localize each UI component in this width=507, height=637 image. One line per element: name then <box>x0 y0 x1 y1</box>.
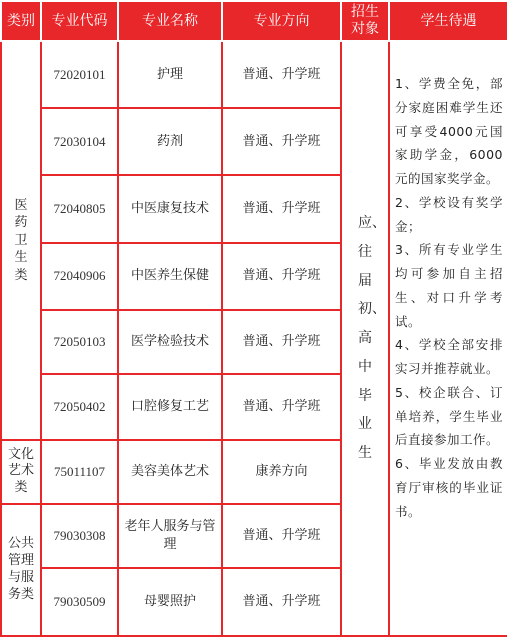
direction-cell: 普通、升学班 <box>222 108 341 175</box>
category-label: 文化艺术类 <box>7 446 34 496</box>
direction-cell: 普通、升学班 <box>222 41 341 108</box>
direction-cell: 普通、升学班 <box>222 504 341 568</box>
name-cell: 美容美体艺术 <box>118 440 222 503</box>
code-cell: 72040805 <box>41 175 118 242</box>
name-cell: 母婴照护 <box>118 568 222 636</box>
category-label: 医药卫生类 <box>14 197 28 283</box>
category-cell <box>1 504 41 637</box>
direction-cell: 普通、升学班 <box>222 568 341 636</box>
header-target-label: 招生对象 <box>350 4 379 37</box>
code-cell: 79030509 <box>41 568 118 636</box>
direction-cell: 康养方向 <box>222 440 341 503</box>
code-cell: 72050402 <box>41 374 118 440</box>
name-cell <box>118 504 222 568</box>
direction-cell: 普通、升学班 <box>222 175 341 242</box>
name-cell: 中医养生保健 <box>118 243 222 310</box>
benefit-item: 3、所有专业学生均可参加自主招生、对口升学考试。 <box>395 242 503 329</box>
direction-cell: 普通、升学班 <box>222 310 341 374</box>
header-benefits: 学生待遇 <box>389 1 507 41</box>
benefit-item: 4、学校全部安排实习并推荐就业。 <box>395 337 503 376</box>
target-label: 应、往届初、高中毕业生 <box>358 215 386 461</box>
code-cell: 72040906 <box>41 243 118 310</box>
category-label: 公共管理与服务类 <box>7 535 34 602</box>
code-cell: 72050103 <box>41 310 118 374</box>
header-row <box>1 1 507 41</box>
benefit-item: 2、学校设有奖学金； <box>395 194 503 234</box>
code-cell: 75011107 <box>41 440 118 503</box>
name-label: 老年人服务与管理 <box>124 519 216 552</box>
benefits-cell <box>389 41 507 636</box>
category-cell <box>1 440 41 503</box>
name-cell: 药剂 <box>118 108 222 175</box>
name-cell: 中医康复技术 <box>118 175 222 242</box>
header-target <box>341 1 389 41</box>
category-cell <box>1 41 41 440</box>
header-code: 专业代码 <box>41 1 118 41</box>
target-cell <box>341 41 389 636</box>
benefit-item: 6、毕业发放由教育厅审核的毕业证书。 <box>395 456 503 519</box>
table-row <box>1 41 507 108</box>
name-cell: 护理 <box>118 41 222 108</box>
header-name: 专业名称 <box>118 1 222 41</box>
name-cell: 医学检验技术 <box>118 310 222 374</box>
code-cell: 79030308 <box>41 504 118 568</box>
header-category: 类别 <box>1 1 41 41</box>
code-cell: 72030104 <box>41 108 118 175</box>
benefit-item: 5、校企联合、订单培养，学生毕业后直接参加工作。 <box>395 384 503 448</box>
header-direction: 专业方向 <box>222 1 341 41</box>
direction-cell: 普通、升学班 <box>222 374 341 440</box>
benefit-item: 1、学费全免，部分家庭困难学生还可享受4000元国家助学金，6000元的国家奖学金。 <box>395 76 503 186</box>
direction-cell: 普通、升学班 <box>222 243 341 310</box>
name-cell: 口腔修复工艺 <box>118 374 222 440</box>
code-cell: 72020101 <box>41 41 118 108</box>
